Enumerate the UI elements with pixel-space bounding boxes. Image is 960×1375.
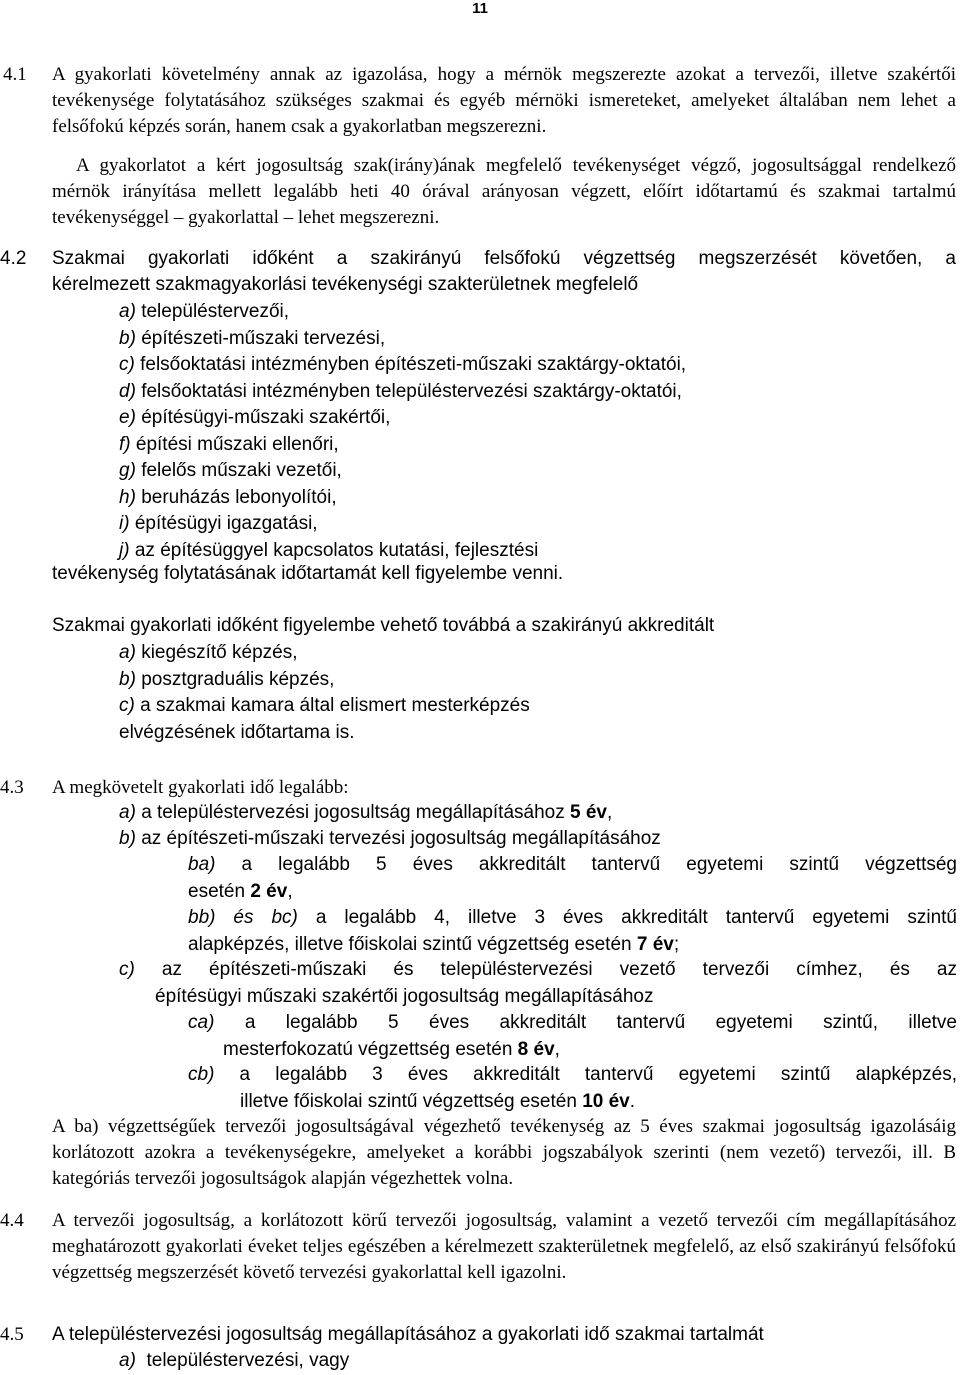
- item-text: építésügyi-műszaki szakértői,: [141, 407, 391, 428]
- item-letter: c): [119, 959, 135, 980]
- item-letter: c): [119, 695, 135, 716]
- item-end: ,: [287, 880, 293, 902]
- p2-emphasis: gyakorlattal: [188, 207, 279, 228]
- item-text: mesterfokozatú végzettség esetén: [223, 1038, 513, 1060]
- item-text: településtervezési, vagy: [146, 1350, 350, 1371]
- ca-line-2: [188, 1037, 957, 1064]
- item-letter: b): [119, 327, 136, 349]
- item-text: az építészeti-műszaki és településtervezési vezető tervezői címhez, és az: [161, 959, 957, 980]
- item-text: beruházás lebonyolítói,: [141, 486, 337, 508]
- list-item: [119, 693, 530, 720]
- section-4-2-closing: tevékenység folytatásának időtartamát kell figyelembe venni.: [52, 563, 564, 584]
- item-text: illetve főiskolai szintű végzettség esetén: [240, 1090, 577, 1112]
- list-item: [119, 511, 686, 538]
- section-4-3-note: A ba) végzettségűek tervezői jogosultságával végezhető tevékenység az 5 éves szakmai jogosultság igazolásáig korlátozott azokra a tevékenységekre, amelyeket a korábbi jogszabályok szerinti (nem vezető) tervezői, ill. B kategóriás tervezői jogosultságok alapján végezhettek volna.: [52, 1116, 956, 1189]
- list-item: [119, 640, 530, 667]
- cb-line-2: [188, 1089, 957, 1116]
- section-4-1-paragraph-1: A gyakorlati követelmény annak az igazolása, hogy a mérnök megszerezte azokat a tervezői, illetve szakértői tevékenysége folytatásához szükséges szakmai és egyéb mérnöki ismereteket, amelyeket általában nem lehet a felsőfokú képzés során, hanem csak a gyakorlatban megszerezni.: [52, 64, 956, 137]
- item-text: építési műszaki ellenőri,: [135, 433, 339, 455]
- item-text: felelős műszaki vezetői,: [141, 460, 342, 481]
- item-text: kiegészítő képzés,: [141, 642, 298, 663]
- item-letter: b): [119, 828, 136, 849]
- item-letter: a): [119, 301, 136, 322]
- item-letter: ba): [188, 854, 216, 875]
- item-letter: a): [119, 802, 136, 823]
- item-text: az építésüggyel kapcsolatos kutatási, fejlesztési: [134, 539, 539, 561]
- cb-line-1: [188, 1062, 957, 1089]
- item-text: településtervezői,: [141, 301, 290, 322]
- item-letter: i): [119, 513, 130, 534]
- item-end: ,: [554, 1038, 560, 1060]
- section-number-4-5: 4.5: [0, 1324, 24, 1345]
- item-text: alapképzés, illetve főiskolai szintű végzettség esetén: [188, 933, 632, 955]
- list-item: [119, 405, 686, 432]
- section-4-1-paragraph-2: [52, 153, 956, 231]
- page-number: 11: [472, 0, 488, 17]
- years-value: 2 év: [250, 880, 288, 902]
- list-item: [119, 379, 686, 406]
- years-value: 7 év: [636, 933, 674, 955]
- item-letter: g): [119, 460, 136, 481]
- item-letter: b): [119, 668, 136, 690]
- c-line-1: [119, 957, 957, 984]
- list-item: [119, 667, 530, 694]
- list-item: [119, 432, 686, 459]
- item-text: az építészeti-műszaki tervezési jogosultság megállapításához: [141, 828, 661, 849]
- item-end: ,: [607, 802, 613, 823]
- item-letter: j): [119, 539, 130, 561]
- list-item: [119, 458, 686, 485]
- ba-line-1: [188, 852, 957, 879]
- item-end: .: [629, 1090, 636, 1112]
- section-number-4-4: 4.4: [0, 1210, 24, 1231]
- item-text: felsőoktatási intézményben településtervezési szaktárgy-oktatói,: [141, 380, 682, 402]
- item-text: a szakmai kamara által elismert mesterképzés: [140, 695, 530, 716]
- requirement-c: [119, 957, 957, 1010]
- dash: –: [173, 207, 184, 228]
- c-line-2: építésügyi műszaki szakértői jogosultság megállapításához: [155, 985, 654, 1007]
- years-value: 10 év: [582, 1090, 630, 1112]
- list-closing: elvégzésének időtartama is.: [119, 721, 355, 743]
- requirement-bb-bc: [188, 905, 957, 958]
- requirement-a: [119, 800, 612, 827]
- bb-line-1: [188, 905, 957, 932]
- section-number-4-3: 4.3: [0, 777, 24, 798]
- item-text: esetén: [188, 880, 246, 902]
- section-4-2-intro-line-2: kérelmezett szakmagyakorlási tevékenységi szakterületnek megfelelő: [52, 274, 639, 295]
- item-letter: cb): [188, 1064, 215, 1085]
- section-4-2-intro-line-1: Szakmai gyakorlati időként a szakirányú felsőfokú végzettség megszerzését követően, a: [52, 248, 956, 269]
- item-text: építészeti-műszaki tervezési,: [141, 327, 386, 349]
- item-end: ;: [673, 933, 680, 955]
- item-text: építésügyi igazgatási,: [134, 513, 318, 534]
- requirement-b: [119, 826, 661, 853]
- training-list: [119, 640, 530, 746]
- section-4-5-intro: A településtervezési jogosultság megállapításához a gyakorlati idő szakmai tartalmát: [52, 1324, 764, 1345]
- section-4-4-paragraph: A tervezői jogosultság, a korlátozott körű tervezői jogosultság, valamint a vezető tervezői cím megállapításához meghatározott gyakorlati éveket teljes egészében a kérelmezett szakterületnek megfelelő, az első szakirányú felsőfokú végzettség megszerzését követő tervezési gyakorlattal kell igazolni.: [52, 1210, 956, 1283]
- item-letter: d): [119, 380, 136, 402]
- requirement-ba: [188, 852, 957, 905]
- item-text: a legalább 4, illetve 3 éves akkreditált tantervű egyetemi szintű: [315, 907, 957, 928]
- requirement-cb: [188, 1062, 957, 1115]
- years-value: 5 év: [570, 802, 607, 823]
- section-number-4-1: 4.1: [3, 64, 27, 85]
- item-letter: ca): [188, 1012, 215, 1033]
- item-letter: c): [119, 354, 135, 375]
- item-text: a legalább 5 éves akkreditált tantervű egyetemi szintű végzettség: [241, 854, 957, 875]
- item-text: a legalább 5 éves akkreditált tantervű egyetemi szintű, illetve: [244, 1012, 957, 1033]
- activity-list: [119, 299, 686, 564]
- requirement-ca: [188, 1010, 957, 1063]
- item-text: a legalább 3 éves akkreditált tantervű egyetemi szintű alapképzés,: [239, 1064, 957, 1085]
- item-letter: bb) és bc): [188, 907, 298, 928]
- list-item: [119, 326, 686, 353]
- list-item: [119, 352, 686, 379]
- p2-end: lehet megszerezni.: [297, 207, 440, 228]
- list-item: [119, 485, 686, 512]
- item-letter: a): [119, 1350, 136, 1371]
- years-value: 8 év: [517, 1038, 555, 1060]
- p2-text: A gyakorlatot a kért jogosultság szak(irány)ának megfelelő tevékenységet végző, jogosultsággal rendelkező mérnök irányítása mellett legalább heti 40 órával arányosan végzett, előírt időtartamú és szakmai tartalmú tevékenységgel: [52, 155, 956, 228]
- dash: –: [283, 207, 294, 228]
- section-4-5-item-a: [119, 1348, 349, 1375]
- list-item: [119, 299, 686, 326]
- ca-line-1: [188, 1010, 957, 1037]
- item-letter: f): [119, 433, 131, 455]
- item-text: felsőoktatási intézményben építészeti-műszaki szaktárgy-oktatói,: [140, 354, 687, 375]
- section-4-2-paragraph-2-intro: Szakmai gyakorlati időként figyelembe vehető továbbá a szakirányú akkreditált: [52, 615, 715, 636]
- item-text: posztgraduális képzés,: [141, 668, 335, 690]
- section-number-4-2: 4.2: [0, 248, 27, 269]
- item-text: a településtervezési jogosultság megállapításához: [141, 802, 565, 823]
- item-letter: h): [119, 486, 136, 508]
- item-letter: e): [119, 407, 136, 428]
- section-4-3-intro: A megkövetelt gyakorlati idő legalább:: [52, 777, 349, 798]
- ba-line-2: [188, 879, 957, 906]
- bb-line-2: [188, 932, 957, 959]
- item-letter: a): [119, 642, 136, 663]
